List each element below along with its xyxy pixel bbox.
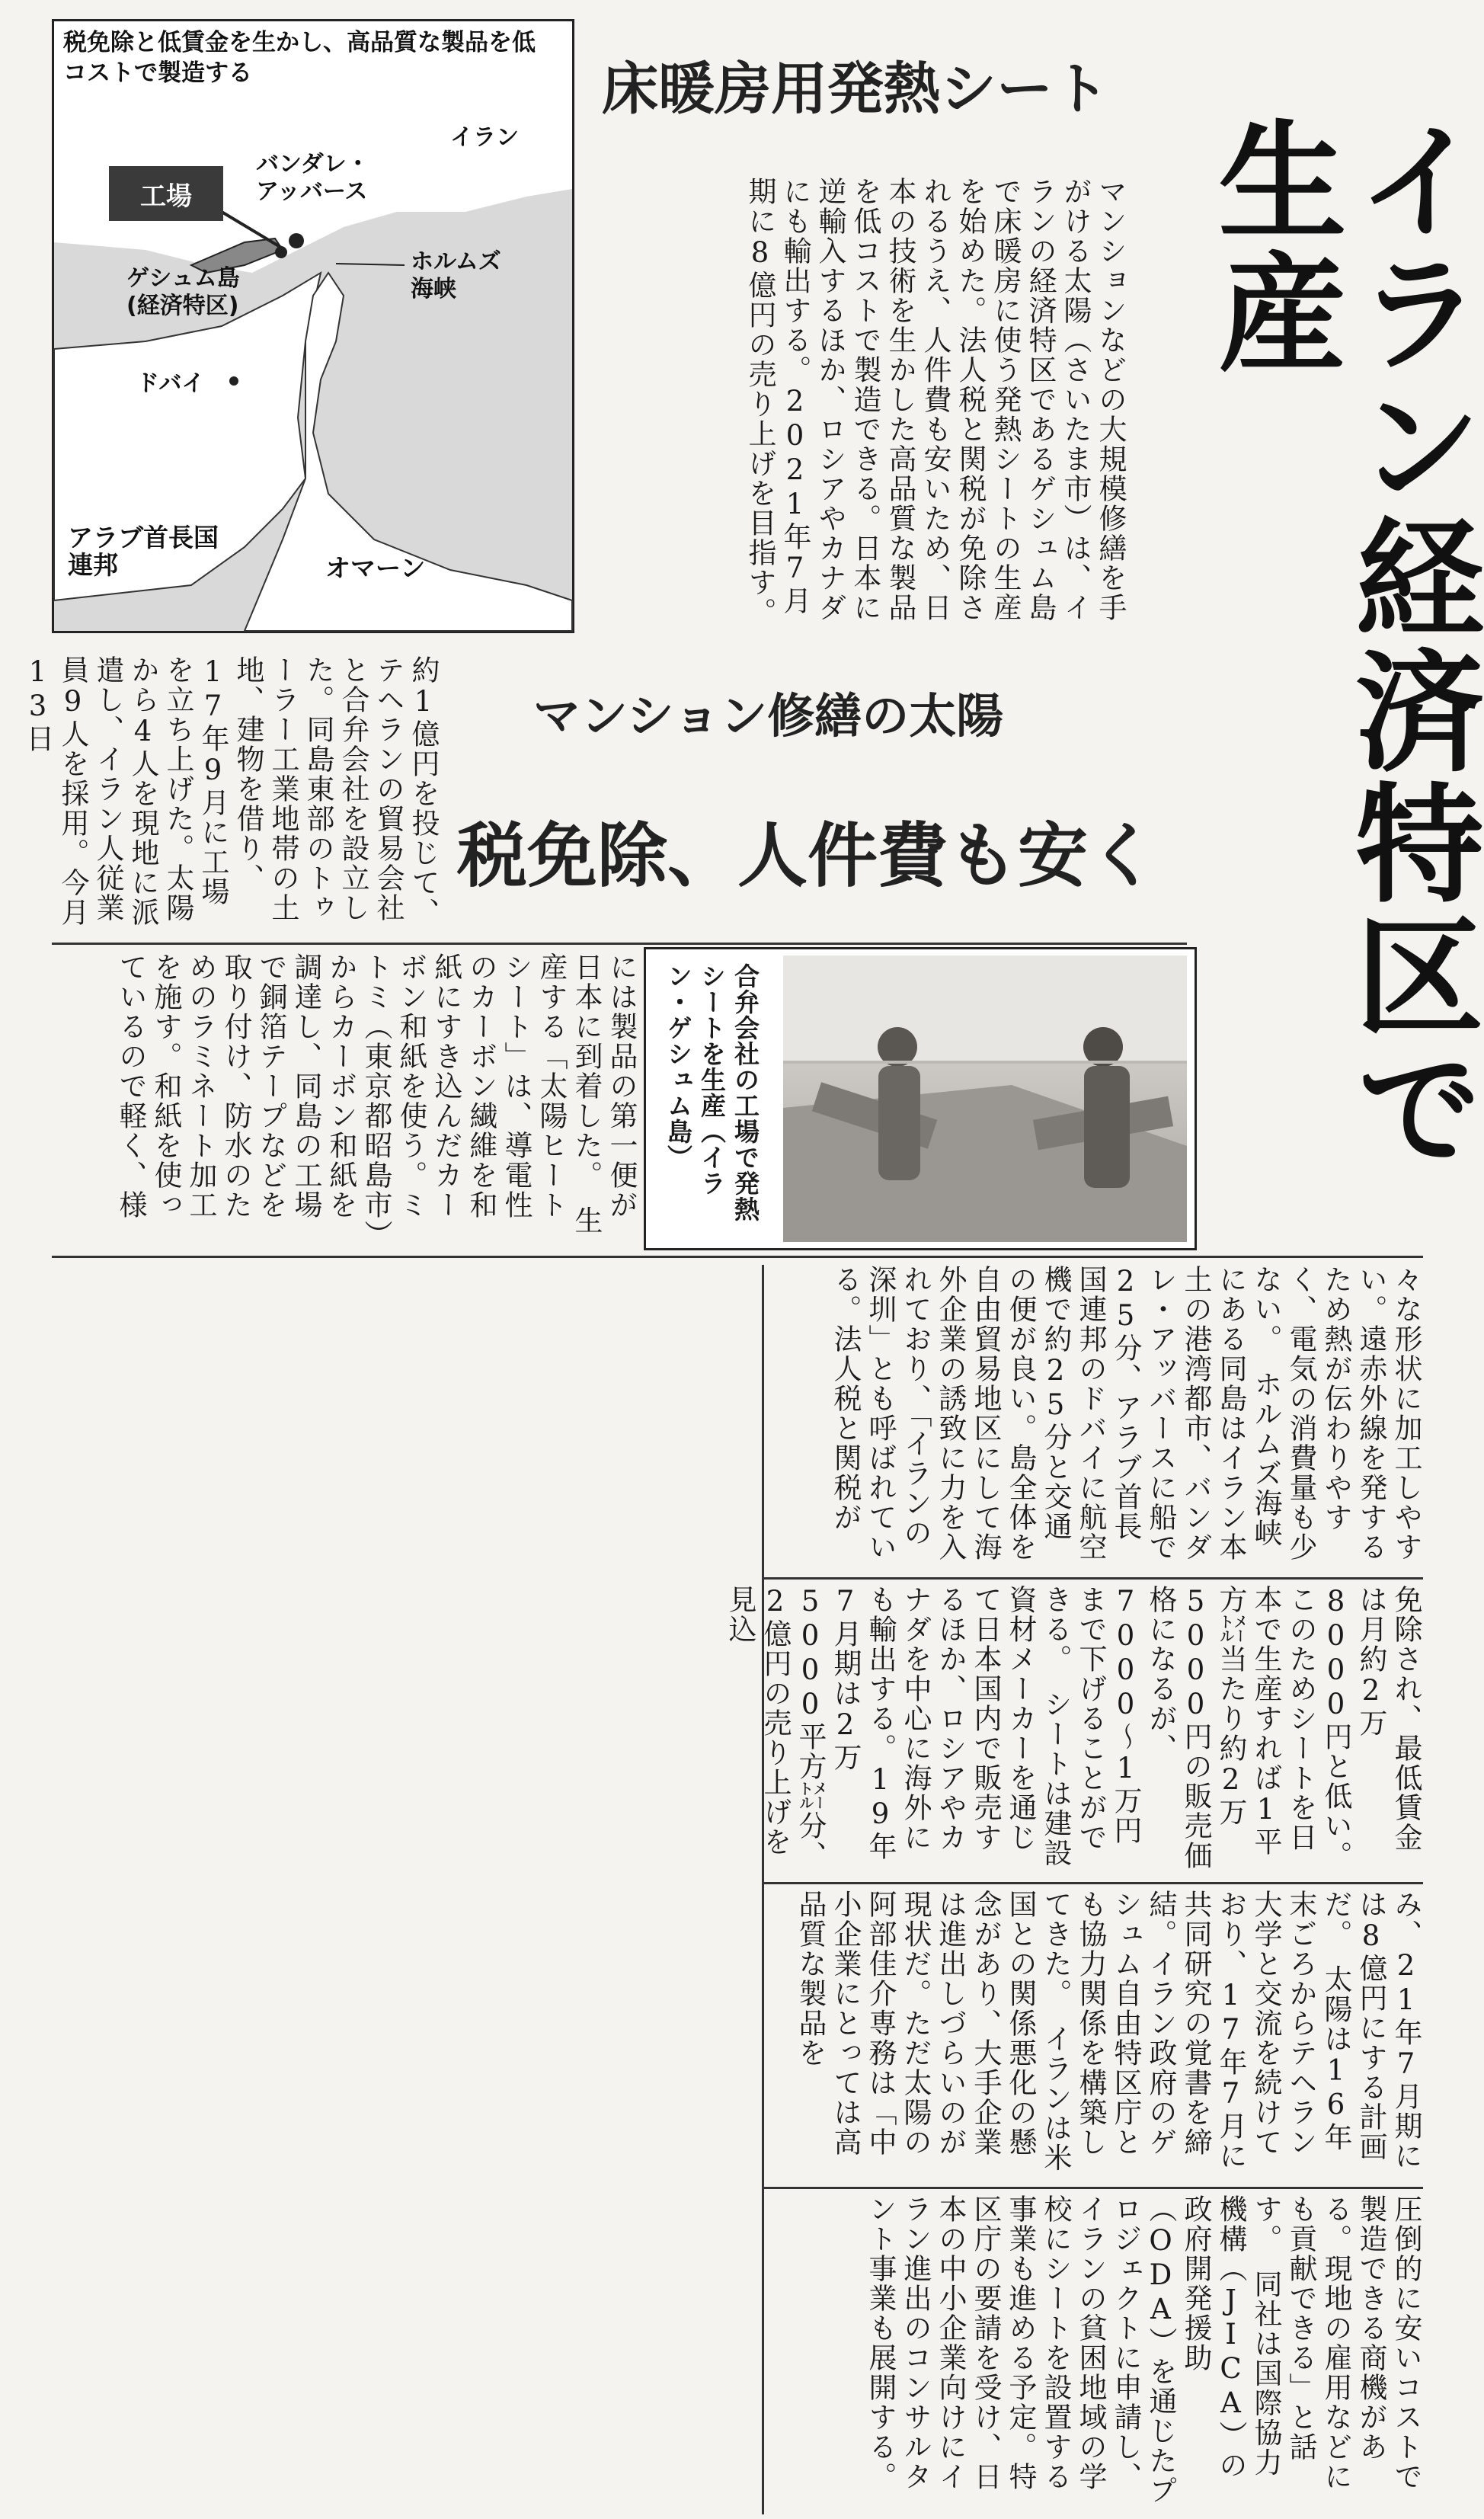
factory-photo-drawing	[783, 955, 1187, 1242]
section-divider-middle	[52, 1256, 1423, 1258]
label-bandar-abbas: バンダレ・ アッバース	[256, 151, 369, 205]
row-divider-1	[762, 1577, 1423, 1580]
sub-headline-product: 床暖房用発熱シート	[602, 56, 1109, 122]
main-headline: イラン経済特区で生産	[1198, 114, 1484, 1175]
label-oman: オマーン	[325, 553, 426, 583]
article-paragraph-5: み、21年7月期には8億円にする計画だ。 太陽は16年末ごろからテヘラン大学と交流を続けており、17年7月に共同研究の覚書を締結。イラン政府のゲシュム自由特区庁とも協力関係を構築してきた。 イランは米国との関係悪化の懸念があり、大手企業は進出しづらいのが現状だ。ただ太陽の阿部佳介専務は「中小企業にとっては高品質な製品を	[794, 1890, 1422, 2173]
column-divider-lower	[762, 1265, 764, 2514]
article-paragraph-6: 圧倒的に安いコストで製造できる商機がある。現地の雇用などにも貢献できる」と話す。 同社は国際協力機構（JICA）の政府開発援助（ODA）を通じたプロジェクトに申請し、イランの貧困地域の学校にシートを設置する事業も進める予定。特区庁の要請を受け、日本の中小企業向けにイラン進出のコンサルタント事業も展開する。	[864, 2194, 1422, 2505]
row-divider-2	[762, 1882, 1423, 1884]
article-paragraph-3: 々な形状に加工しやすい。遠赤外線を発するため熱が伝わりやすく、電気の消費量も少ない。 ホルムズ海峡にある同島はイラン本土の港湾都市、バンダレ・アッバースに船で25分、アラブ首長国連邦のドバイに航空機で約25分と交通の便が良い。島全体を自由貿易地区にして海外企業の誘致に力を入れており、「イランの深圳」とも呼ばれている。法人税と関税が	[829, 1265, 1422, 1562]
factory-label: 工場	[109, 166, 223, 221]
sub-headline-company: マンション修繕の太陽	[533, 688, 1004, 744]
lead-paragraph: マンションなどの大規模修繕を手がける太陽（さいたま市）は、イランの経済特区であるゲシュム島で床暖房に使う発熱シートの生産を始めた。法人税と関税が免除されるうえ、人件費も安いため、日本の技術を生かした高品質な製品を低コストで製造できる。日本に逆輸入するほか、ロシアやカナダにも輸出する。2021年7月期に8億円の売り上げを目指す。	[744, 177, 1127, 627]
sub-headline-benefit: 税免除、人件費も安く	[457, 815, 1159, 897]
bandar-abbas-marker	[289, 233, 304, 248]
label-qeshm: ゲシュム島 (経済特区)	[126, 265, 240, 319]
label-iran: イラン	[450, 124, 519, 151]
photo-caption: 合弁会社の工場で発熱シートを生産（イラン・ゲシュム島）	[664, 963, 760, 1222]
map-graphic	[52, 19, 574, 633]
label-dubai: ドバイ	[136, 370, 205, 397]
label-hormuz: ホルムズ 海峡	[411, 248, 501, 302]
map-title: 税免除と低賃金を生かし、高品質な製品を低コストで製造する	[63, 29, 536, 87]
article-paragraph-2: には製品の第一便が日本に到着した。 生産する「太陽ヒートシート」は、導電性のカーボン繊維を和紙にすき込んだカーボン和紙を使う。ミトミ（東京都昭島市）からカーボン和紙を調達し、同島の工場で銅箔テープなどを取り付け、防水のためのラミネート加工を施す。和紙を使っているので軽く、様	[114, 952, 638, 1236]
dubai-marker	[229, 376, 238, 386]
factory-marker	[275, 246, 287, 258]
factory-photo	[783, 955, 1187, 1242]
section-divider-top	[52, 943, 1187, 945]
article-paragraph-4: 免除され、最低賃金は月約2万8000円と低い。このためシートを日本で生産すれば1平方㍍当たり約2万5000円の販売価格になるが、7000〜1万円まで下げることができる。 シートは建設資材メーカーを通じて日本国内で販売するほか、ロシアやカナダを中心に海外にも輸出する。19年7月期は2万5000平方㍍分、2億円の売り上げを見込	[724, 1585, 1422, 1871]
photo-frame	[644, 947, 1197, 1250]
label-uae: アラブ首長国 連邦	[68, 523, 219, 580]
article-paragraph-1: 約1億円を投じて、テヘランの貿易会社と合弁会社を設立した。同島東部のトゥーラー工業地帯の土地、建物を借り、17年9月に工場を立ち上げた。太陽から4人を現地に派遣し、イラン人従業員9人を採用。今月13日	[21, 655, 440, 927]
row-divider-3	[762, 2187, 1423, 2189]
